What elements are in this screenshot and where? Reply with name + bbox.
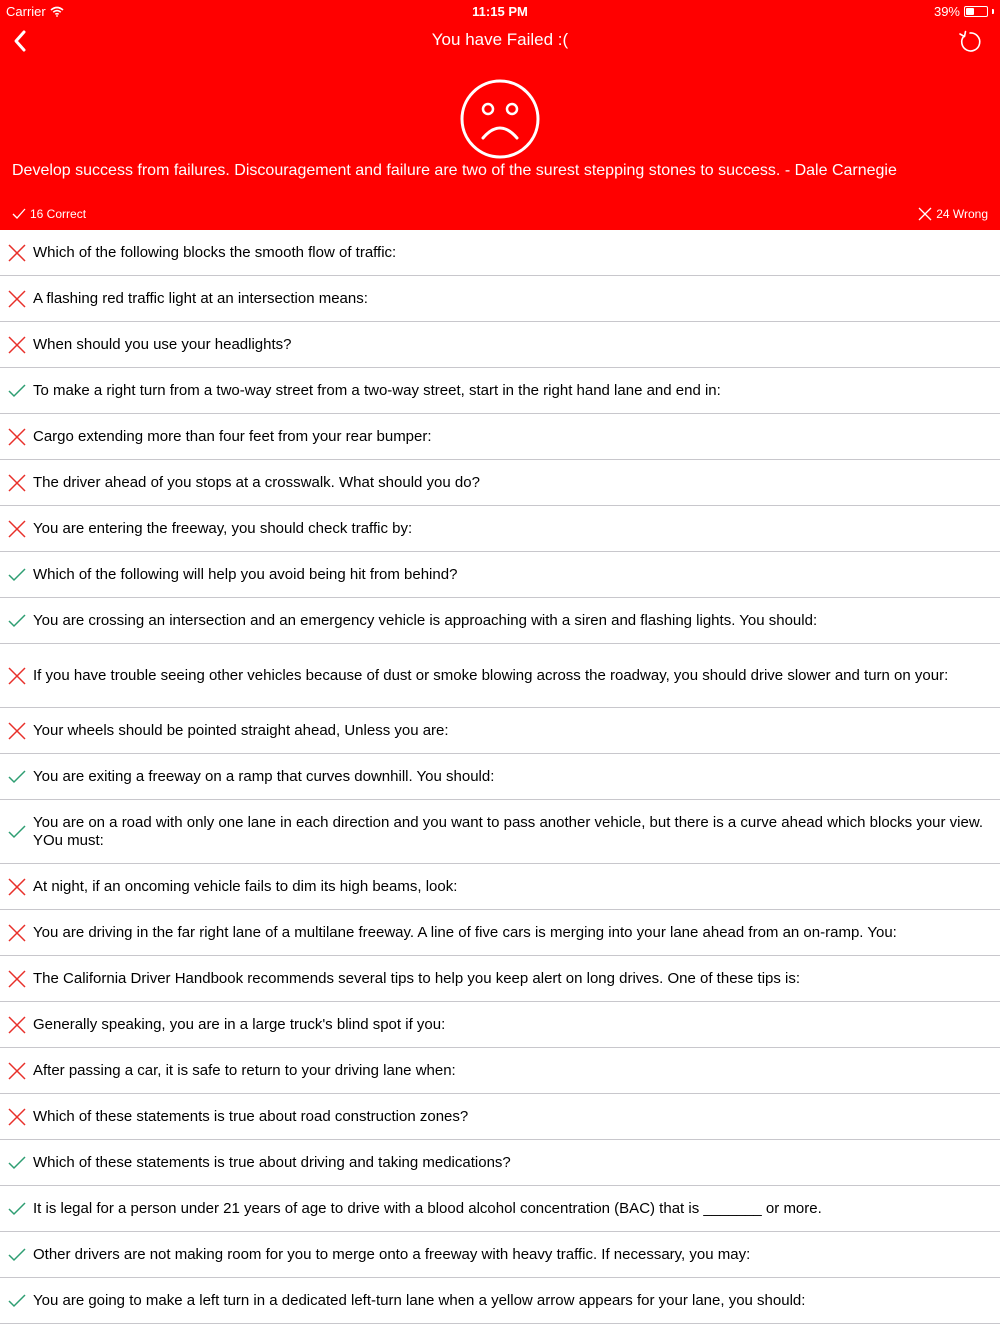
wrong-cross-icon xyxy=(7,721,27,741)
page-title: You have Failed :( xyxy=(431,30,569,49)
question-text: Which of these statements is true about driving and taking medications? xyxy=(33,1153,511,1171)
question-text: You are crossing an intersection and an emergency vehicle is approaching with a siren and flashing lights. You should: xyxy=(33,611,818,629)
question-row[interactable] xyxy=(0,322,1000,368)
retry-button[interactable] xyxy=(956,28,984,56)
question-row[interactable] xyxy=(0,1002,1000,1048)
status-battery xyxy=(934,4,994,19)
question-row[interactable] xyxy=(0,956,1000,1002)
question-text: When should you use your headlights? xyxy=(33,335,292,353)
question-row[interactable] xyxy=(0,506,1000,552)
wrong-cross-icon xyxy=(7,923,27,943)
correct-count-label: 16 Correct xyxy=(30,207,87,221)
wrong-cross-icon xyxy=(7,335,27,355)
question-row[interactable] xyxy=(0,644,1000,708)
question-row[interactable] xyxy=(0,708,1000,754)
question-text: A flashing red traffic light at an intersection means: xyxy=(33,289,368,307)
battery-tip xyxy=(992,9,994,14)
question-text: If you have trouble seeing other vehicles because of dust or smoke blowing across the roadway, you should drive slower and turn on your: xyxy=(33,666,949,684)
question-text: Which of these statements is true about road construction zones? xyxy=(33,1107,469,1125)
wrong-cross-icon xyxy=(7,289,27,309)
question-text: Generally speaking, you are in a large truck's blind spot if you: xyxy=(33,1015,446,1033)
question-row[interactable] xyxy=(0,754,1000,800)
wrong-cross-icon xyxy=(7,519,27,539)
question-text: You are exiting a freeway on a ramp that curves downhill. You should: xyxy=(33,767,495,785)
motivational-quote: Develop success from failures. Discouragement and failure are two of the surest stepping stones to success. - Dale Carnegie xyxy=(12,162,897,179)
sad-face-icon xyxy=(459,78,541,160)
wrong-count xyxy=(918,207,988,221)
question-text: It is legal for a person under 21 years of age to drive with a blood alcohol concentration (BAC) that is _______ or more. xyxy=(33,1199,822,1217)
correct-checkmark-icon xyxy=(7,381,27,401)
question-row[interactable] xyxy=(0,1232,1000,1278)
correct-checkmark-icon xyxy=(7,1153,27,1173)
question-row[interactable] xyxy=(0,1186,1000,1232)
status-bar xyxy=(0,0,1000,22)
question-row[interactable] xyxy=(0,1048,1000,1094)
question-text: To make a right turn from a two-way street from a two-way street, start in the right hand lane and end in: xyxy=(33,381,721,399)
question-list xyxy=(0,230,1000,1324)
cross-icon xyxy=(918,207,932,221)
question-row[interactable] xyxy=(0,1140,1000,1186)
question-text: You are on a road with only one lane in each direction and you want to pass another vehicle, but there is a curve ahead which blocks your view. YOu must: xyxy=(33,813,984,849)
result-header xyxy=(0,0,1000,230)
checkmark-icon xyxy=(12,208,26,220)
correct-checkmark-icon xyxy=(7,611,27,631)
question-text: Other drivers are not making room for you to merge onto a freeway with heavy traffic. If necessary, you may: xyxy=(33,1245,751,1263)
retry-icon xyxy=(956,28,984,56)
wrong-cross-icon xyxy=(7,427,27,447)
wrong-cross-icon xyxy=(7,1107,27,1127)
question-text: The California Driver Handbook recommends several tips to help you keep alert on long drives. One of these tips is: xyxy=(33,969,801,987)
question-row[interactable] xyxy=(0,864,1000,910)
correct-checkmark-icon xyxy=(7,1291,27,1311)
question-text: Your wheels should be pointed straight ahead, Unless you are: xyxy=(33,721,449,739)
wrong-cross-icon xyxy=(7,1061,27,1081)
wrong-cross-icon xyxy=(7,877,27,897)
correct-checkmark-icon xyxy=(7,1199,27,1219)
battery-fill xyxy=(966,8,974,15)
battery-percent: 39% xyxy=(933,4,960,19)
correct-checkmark-icon xyxy=(7,565,27,585)
question-text: The driver ahead of you stops at a crosswalk. What should you do? xyxy=(33,473,480,491)
wrong-cross-icon xyxy=(7,969,27,989)
correct-count xyxy=(12,207,86,221)
question-text: Which of the following will help you avoid being hit from behind? xyxy=(33,565,458,583)
question-row[interactable] xyxy=(0,800,1000,864)
battery-icon xyxy=(964,6,988,17)
question-text: Cargo extending more than four feet from your rear bumper: xyxy=(33,427,432,445)
question-text: You are going to make a left turn in a dedicated left-turn lane when a yellow arrow appears for your lane, you should: xyxy=(33,1291,806,1309)
question-text: After passing a car, it is safe to return to your driving lane when: xyxy=(33,1061,456,1079)
status-time: 11:15 PM xyxy=(472,4,528,19)
question-row[interactable] xyxy=(0,598,1000,644)
correct-checkmark-icon xyxy=(7,767,27,787)
question-text: At night, if an oncoming vehicle fails to dim its high beams, look: xyxy=(33,877,458,895)
wrong-cross-icon xyxy=(7,473,27,493)
question-text: You are entering the freeway, you should check traffic by: xyxy=(33,519,413,537)
question-row[interactable] xyxy=(0,1094,1000,1140)
wrong-cross-icon xyxy=(7,1015,27,1035)
question-row[interactable] xyxy=(0,460,1000,506)
question-text: Which of the following blocks the smooth flow of traffic: xyxy=(33,243,397,261)
question-row[interactable] xyxy=(0,276,1000,322)
correct-checkmark-icon xyxy=(7,822,27,842)
carrier-label: Carrier xyxy=(6,4,46,19)
question-row[interactable] xyxy=(0,552,1000,598)
wrong-cross-icon xyxy=(7,666,27,686)
wrong-cross-icon xyxy=(7,243,27,263)
question-row[interactable] xyxy=(0,230,1000,276)
question-row[interactable] xyxy=(0,368,1000,414)
question-text: You are driving in the far right lane of a multilane freeway. A line of five cars is merging into your lane ahead from an on-ramp. You: xyxy=(33,923,897,941)
question-row[interactable] xyxy=(0,414,1000,460)
question-row[interactable] xyxy=(0,1278,1000,1324)
correct-checkmark-icon xyxy=(7,1245,27,1265)
question-row[interactable] xyxy=(0,910,1000,956)
wrong-count-label: 24 Wrong xyxy=(936,207,988,221)
